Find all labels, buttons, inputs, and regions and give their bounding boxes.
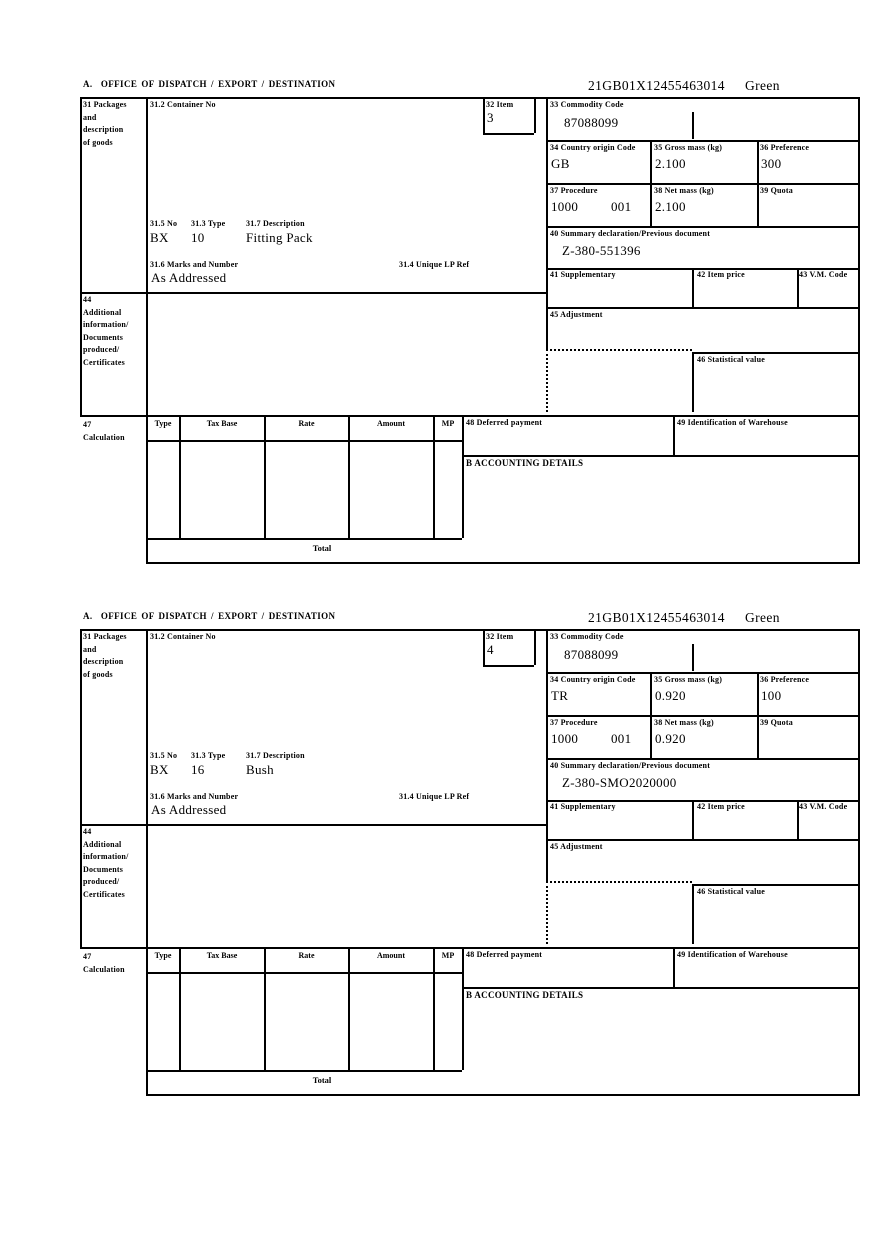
- declaration-reference: [588, 610, 780, 626]
- box-44-label-line: Additional: [83, 839, 122, 849]
- gross-mass-value: 0.920: [655, 688, 686, 703]
- item-number-value: 4: [487, 642, 494, 657]
- grid-line-v: [348, 415, 350, 538]
- country-origin-value: TR: [551, 688, 569, 703]
- box-33-label: 33 Commodity Code: [550, 632, 624, 641]
- box-37-label: 37 Procedure: [550, 718, 598, 727]
- box-44-label: [83, 826, 129, 902]
- net-mass-value: 2.100: [655, 199, 686, 214]
- grid-line-h: [546, 839, 860, 841]
- dotted-line-v: [546, 349, 548, 412]
- routing-status: Green: [744, 610, 780, 625]
- grid-line-h: [546, 183, 860, 185]
- box-43-label: 43 V.M. Code: [799, 802, 848, 811]
- box-44-label-line: Documents: [83, 332, 124, 342]
- box-44-label-line: 44: [83, 295, 92, 304]
- gross-mass-value: 2.100: [655, 156, 686, 171]
- goods-description-value: Bush: [246, 762, 274, 777]
- box-41-label: 41 Supplementary: [550, 270, 616, 279]
- box-31-2-label: 31.2 Container No: [150, 632, 216, 641]
- procedure-value: 1000: [551, 731, 579, 746]
- box-36-label: 36 Preference: [760, 143, 810, 152]
- packages-type-value: 16: [191, 762, 205, 777]
- box-46-label: 46 Statistical value: [697, 887, 765, 896]
- grid-line-v: [858, 97, 860, 562]
- grid-line-v: [650, 140, 652, 226]
- box-31-label: [83, 631, 127, 681]
- box-44-label-line: Certificates: [83, 357, 125, 367]
- box-31-6-label: 31.6 Marks and Number: [150, 792, 239, 801]
- declaration-item-form-1: [0, 0, 882, 553]
- commodity-code-value: 87088099: [564, 115, 619, 130]
- box-44-label-line: information/: [83, 320, 129, 330]
- item-box-border: [534, 629, 536, 665]
- box-31-4-label: 31.4 Unique LP Ref: [399, 260, 470, 269]
- grid-line-v: [146, 97, 148, 562]
- item-box-border: [483, 97, 485, 133]
- commodity-code-divider: [692, 644, 694, 671]
- calc-rate-header: Rate: [298, 419, 315, 428]
- office-of-dispatch-header: A. OFFICE OF DISPATCH / EXPORT / DESTINATION: [83, 79, 336, 89]
- box-35-label: 35 Gross mass (kg): [654, 143, 723, 152]
- box-38-label: 38 Net mass (kg): [654, 186, 714, 195]
- procedure-value: 1000: [551, 199, 579, 214]
- box-44-label-line: 44: [83, 827, 92, 836]
- box-31-label-line: description: [83, 125, 124, 135]
- grid-line-v: [692, 268, 694, 307]
- box-34-label: 34 Country origin Code: [550, 143, 636, 152]
- grid-line-h: [80, 292, 546, 294]
- item-number-value: 3: [487, 110, 494, 125]
- grid-line-v: [179, 947, 181, 1070]
- grid-line-v: [80, 97, 82, 415]
- grid-line-h: [80, 415, 860, 417]
- calc-type-header: Type: [154, 951, 172, 960]
- box-47-label-line: Calculation: [83, 433, 125, 442]
- box-47-label: [83, 950, 125, 976]
- box-45-label: 45 Adjustment: [550, 842, 603, 851]
- grid-line-h: [80, 97, 860, 99]
- grid-line-v: [146, 629, 148, 1094]
- calc-taxbase-header: Tax Base: [206, 951, 238, 960]
- box-31-label-line: of goods: [83, 669, 113, 679]
- grid-line-h: [546, 715, 860, 717]
- box-40-label: 40 Summary declaration/Previous document: [550, 229, 711, 238]
- packages-no-value: BX: [150, 230, 169, 245]
- grid-line-v: [546, 629, 548, 881]
- grid-line-h: [146, 972, 462, 974]
- calc-taxbase-header: Tax Base: [206, 419, 238, 428]
- item-box-border: [534, 97, 536, 133]
- box-42-label: 42 Item price: [697, 802, 745, 811]
- grid-line-h: [483, 133, 534, 135]
- grid-line-h: [80, 947, 860, 949]
- declaration-reference: [588, 78, 780, 94]
- box-31-6-label: 31.6 Marks and Number: [150, 260, 239, 269]
- calc-amount-header: Amount: [376, 951, 405, 960]
- commodity-code-value: 87088099: [564, 647, 619, 662]
- grid-line-v: [650, 672, 652, 758]
- box-36-label: 36 Preference: [760, 675, 810, 684]
- box-48-label: 48 Deferred payment: [466, 950, 543, 959]
- total-label: Total: [312, 1075, 332, 1085]
- grid-line-v: [179, 415, 181, 538]
- grid-line-h: [80, 629, 860, 631]
- preference-value: 100: [761, 688, 782, 703]
- grid-line-v: [673, 415, 675, 455]
- box-31-4-label: 31.4 Unique LP Ref: [399, 792, 470, 801]
- goods-description-value: Fitting Pack: [246, 230, 313, 245]
- grid-line-v: [757, 140, 759, 226]
- grid-line-h: [546, 307, 860, 309]
- box-32-label: 32 Item: [486, 632, 514, 641]
- marks-and-number-value: As Addressed: [151, 270, 227, 285]
- grid-line-h: [146, 1094, 860, 1096]
- box-49-label: 49 Identification of Warehouse: [677, 418, 788, 427]
- grid-line-v: [462, 947, 464, 1070]
- box-31-label-line: 31 Packages: [83, 632, 127, 641]
- box-31-7-label: 31.7 Description: [246, 219, 305, 228]
- grid-line-v: [433, 947, 435, 1070]
- net-mass-value: 0.920: [655, 731, 686, 746]
- box-39-label: 39 Quota: [760, 718, 793, 727]
- dotted-line-v: [546, 881, 548, 944]
- grid-line-v: [692, 800, 694, 839]
- procedure-additional-value: 001: [611, 199, 632, 214]
- box-31-5-label: 31.5 No: [150, 751, 178, 760]
- box-31-5-label: 31.5 No: [150, 219, 178, 228]
- grid-line-h: [462, 455, 860, 457]
- box-47-label-line: 47: [83, 420, 92, 429]
- box-31-3-label: 31.3 Type: [191, 751, 226, 760]
- box-31-2-label: 31.2 Container No: [150, 100, 216, 109]
- item-box-border: [483, 629, 485, 665]
- box-44-label-line: produced/: [83, 345, 120, 355]
- box-31-7-label: 31.7 Description: [246, 751, 305, 760]
- grid-line-v: [858, 629, 860, 1094]
- grid-line-h: [146, 1070, 462, 1072]
- preference-value: 300: [761, 156, 782, 171]
- movement-reference-number: 21GB01X12455463014: [588, 78, 725, 93]
- box-31-label-line: 31 Packages: [83, 100, 127, 109]
- calc-mp-header: MP: [441, 951, 455, 960]
- box-44-label-line: Additional: [83, 307, 122, 317]
- box-46-label: 46 Statistical value: [697, 355, 765, 364]
- grid-line-v: [757, 672, 759, 758]
- box-43-label: 43 V.M. Code: [799, 270, 848, 279]
- grid-line-h: [462, 987, 860, 989]
- declaration-item-form-2: [0, 532, 882, 1085]
- calc-rate-header: Rate: [298, 951, 315, 960]
- packages-type-value: 10: [191, 230, 205, 245]
- country-origin-value: GB: [551, 156, 570, 171]
- box-41-label: 41 Supplementary: [550, 802, 616, 811]
- accounting-details-label: B ACCOUNTING DETAILS: [466, 990, 584, 1000]
- box-44-label-line: Documents: [83, 864, 124, 874]
- box-31-label: [83, 99, 127, 149]
- accounting-details-label: B ACCOUNTING DETAILS: [466, 458, 584, 468]
- box-45-label: 45 Adjustment: [550, 310, 603, 319]
- grid-line-v: [462, 415, 464, 538]
- box-38-label: 38 Net mass (kg): [654, 718, 714, 727]
- grid-line-v: [692, 884, 694, 944]
- box-31-label-line: of goods: [83, 137, 113, 147]
- box-48-label: 48 Deferred payment: [466, 418, 543, 427]
- box-44-label-line: information/: [83, 852, 129, 862]
- grid-line-h: [483, 665, 534, 667]
- box-31-3-label: 31.3 Type: [191, 219, 226, 228]
- grid-line-h: [80, 824, 546, 826]
- total-label: Total: [312, 543, 332, 553]
- box-44-label: [83, 294, 129, 370]
- dotted-line-h: [546, 349, 692, 351]
- grid-line-h: [546, 226, 860, 228]
- dotted-line-h: [546, 881, 692, 883]
- procedure-additional-value: 001: [611, 731, 632, 746]
- box-47-label: [83, 418, 125, 444]
- routing-status: Green: [744, 78, 780, 93]
- box-47-label-line: 47: [83, 952, 92, 961]
- summary-declaration-value: Z-380-551396: [562, 243, 641, 258]
- box-44-label-line: Certificates: [83, 889, 125, 899]
- box-49-label: 49 Identification of Warehouse: [677, 950, 788, 959]
- box-40-label: 40 Summary declaration/Previous document: [550, 761, 711, 770]
- commodity-code-divider: [692, 112, 694, 139]
- grid-line-h: [692, 352, 860, 354]
- box-42-label: 42 Item price: [697, 270, 745, 279]
- box-34-label: 34 Country origin Code: [550, 675, 636, 684]
- box-31-label-line: and: [83, 112, 97, 122]
- box-31-label-line: and: [83, 644, 97, 654]
- office-of-dispatch-header: A. OFFICE OF DISPATCH / EXPORT / DESTINATION: [83, 611, 336, 621]
- movement-reference-number: 21GB01X12455463014: [588, 610, 725, 625]
- box-35-label: 35 Gross mass (kg): [654, 675, 723, 684]
- box-31-label-line: description: [83, 657, 124, 667]
- summary-declaration-value: Z-380-SMO2020000: [562, 775, 677, 790]
- grid-line-v: [673, 947, 675, 987]
- grid-line-h: [146, 440, 462, 442]
- box-37-label: 37 Procedure: [550, 186, 598, 195]
- box-47-label-line: Calculation: [83, 965, 125, 974]
- grid-line-h: [546, 758, 860, 760]
- box-33-label: 33 Commodity Code: [550, 100, 624, 109]
- calc-amount-header: Amount: [376, 419, 405, 428]
- box-44-label-line: produced/: [83, 877, 120, 887]
- box-39-label: 39 Quota: [760, 186, 793, 195]
- grid-line-v: [264, 947, 266, 1070]
- grid-line-v: [80, 629, 82, 947]
- grid-line-v: [348, 947, 350, 1070]
- calc-mp-header: MP: [441, 419, 455, 428]
- grid-line-h: [692, 884, 860, 886]
- grid-line-v: [692, 352, 694, 412]
- calc-type-header: Type: [154, 419, 172, 428]
- grid-line-h: [546, 140, 860, 142]
- packages-no-value: BX: [150, 762, 169, 777]
- grid-line-v: [546, 97, 548, 349]
- grid-line-h: [546, 672, 860, 674]
- grid-line-v: [264, 415, 266, 538]
- box-32-label: 32 Item: [486, 100, 514, 109]
- grid-line-v: [433, 415, 435, 538]
- marks-and-number-value: As Addressed: [151, 802, 227, 817]
